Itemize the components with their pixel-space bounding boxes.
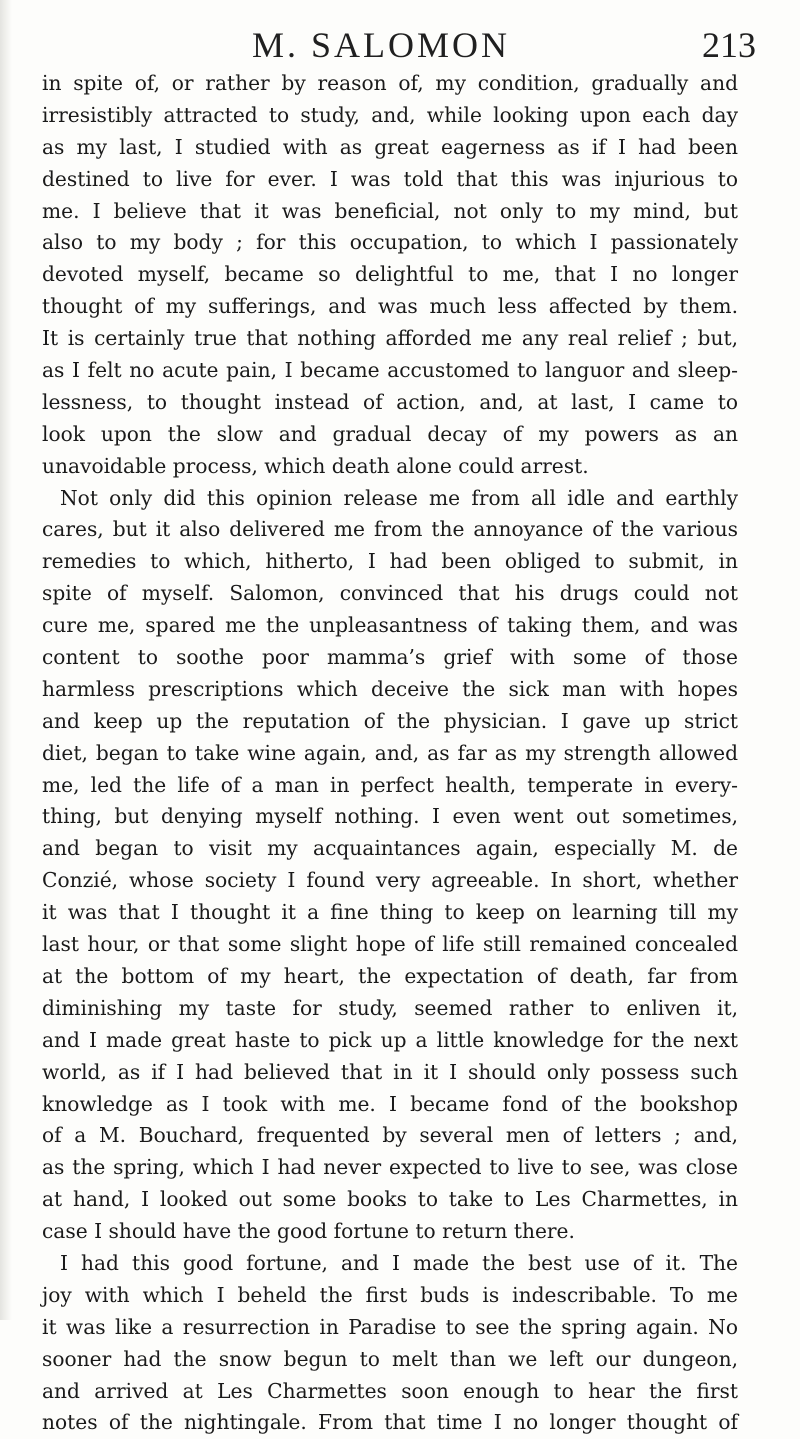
- text-line-paragraph-start: I had this good fortune, and I made the best use of it. The: [60, 1250, 738, 1275]
- running-head: M. SALOMON: [252, 25, 511, 65]
- text-line: irresistibly attracted to study, and, while looking upon each day: [42, 102, 738, 127]
- text-line: spite of myself. Salomon, convinced that his drugs could not: [42, 581, 738, 606]
- page-header: [0, 10, 800, 65]
- text-line: in spite of, or rather by reason of, my condition, gradually and: [42, 71, 738, 95]
- text-line: and I made great haste to pick up a little knowledge for the next: [42, 1027, 738, 1052]
- text-line: as the spring, which I had never expected to live to see, was close: [42, 1155, 738, 1180]
- text-line: content to soothe poor mamma’s grief with some of those: [42, 645, 738, 670]
- page-edge-shadow: [0, 0, 12, 1320]
- text-line: and arrived at Les Charmettes soon enough to hear the first: [42, 1378, 738, 1403]
- text-line: also to my body ; for this occupation, to which I passionately: [42, 230, 738, 255]
- text-line: and began to visit my acquaintances again, especially M. de: [42, 836, 738, 861]
- text-line: me. I believe that it was beneficial, not only to my mind, but: [42, 198, 738, 223]
- text-line-paragraph-end: case I should have the good fortune to return there.: [42, 1219, 575, 1244]
- text-line: me, led the life of a man in perfect health, temperate in every-: [42, 772, 738, 797]
- text-line-paragraph-start: Not only did this opinion release me from all idle and earthly: [60, 485, 738, 510]
- text-line: of a M. Bouchard, frequented by several men of letters ; and,: [42, 1123, 738, 1148]
- text-line: at hand, I looked out some books to take to Les Charmettes, in: [42, 1187, 738, 1212]
- text-line: and keep up the reputation of the physician. I gave up strict: [42, 708, 738, 733]
- text-line: sooner had the snow begun to melt than we left our dungeon,: [42, 1346, 738, 1371]
- text-line: It is certainly true that nothing afforded me any real relief ; but,: [42, 326, 738, 351]
- text-line: remedies to which, hitherto, I had been obliged to submit, in: [42, 549, 738, 574]
- text-line-paragraph-end: unavoidable process, which death alone could arrest.: [42, 453, 589, 478]
- text-line: knowledge as I took with me. I became fond of the bookshop: [42, 1091, 738, 1116]
- text-line: diet, began to take wine again, and, as far as my strength allowed: [42, 740, 738, 765]
- text-line: lessness, to thought instead of action, and, at last, I came to: [42, 389, 738, 414]
- text-line: look upon the slow and gradual decay of my powers as an: [42, 421, 738, 446]
- text-line: cares, but it also delivered me from the annoyance of the various: [42, 517, 738, 542]
- text-line: thought of my sufferings, and was much less affected by them.: [42, 294, 738, 319]
- text-line: diminishing my taste for study, seemed rather to enliven it,: [42, 995, 738, 1020]
- text-line: devoted myself, became so delightful to me, that I no longer: [42, 262, 738, 287]
- text-line: destined to live for ever. I was told that this was injurious to: [42, 166, 738, 191]
- text-line: harmless prescriptions which deceive the sick man with hopes: [42, 676, 738, 701]
- text-line: as I felt no acute pain, I became accustomed to languor and sleep-: [42, 358, 738, 383]
- text-line: it was like a resurrection in Paradise to see the spring again. No: [42, 1314, 738, 1339]
- text-line: Conzié, whose society I found very agreeable. In short, whether: [42, 868, 738, 893]
- text-line: cure me, spared me the unpleasantness of taking them, and was: [42, 613, 738, 638]
- text-line: it was that I thought it a fine thing to keep on learning till my: [42, 900, 738, 925]
- text-line: at the bottom of my heart, the expectation of death, far from: [42, 963, 738, 988]
- text-line: thing, but denying myself nothing. I even went out sometimes,: [42, 804, 738, 829]
- body-text: [42, 68, 738, 1439]
- text-line: as my last, I studied with as great eagerness as if I had been: [42, 134, 738, 159]
- text-line: notes of the nightingale. From that time I no longer thought of: [42, 1410, 738, 1435]
- text-line: last hour, or that some slight hope of life still remained concealed: [42, 932, 738, 957]
- page-number: 213: [702, 25, 756, 65]
- text-line: joy with which I beheld the first buds is indescribable. To me: [42, 1282, 738, 1307]
- text-line: world, as if I had believed that in it I should only possess such: [42, 1059, 738, 1084]
